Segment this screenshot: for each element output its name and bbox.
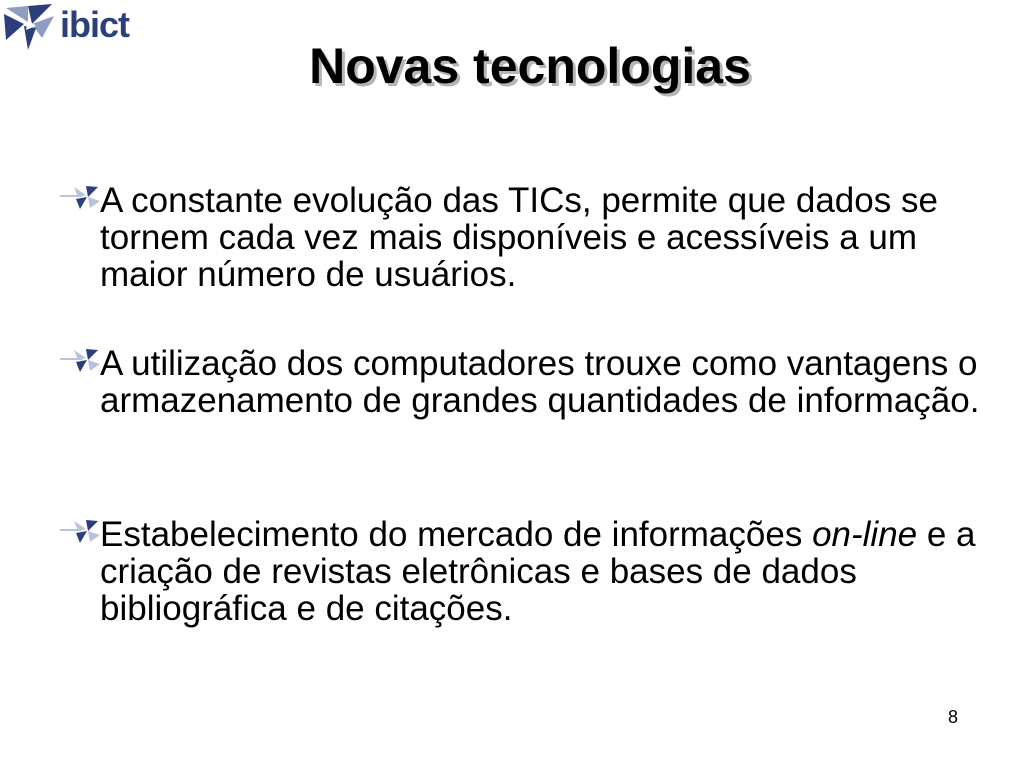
bullet-text: e a criação de revistas eletrônicas e bases de dados bibliográfica e de citações.: [100, 515, 976, 628]
star-bullet-icon: [60, 348, 100, 372]
slide-title: Novas tecnologias: [309, 38, 751, 94]
star-bullet-icon: [60, 519, 100, 543]
bullet-item: [100, 345, 1000, 419]
bullet-lead: A: [100, 181, 122, 220]
bullet-lead: A: [100, 344, 122, 383]
page-number: 8: [948, 707, 959, 727]
bullet-italic-text: on-line: [812, 515, 918, 554]
bullet-item: [100, 182, 1000, 293]
logo-text: ibict: [60, 4, 130, 45]
star-bullet-icon: [60, 185, 100, 209]
bullet-item: [100, 516, 1000, 627]
bullet-lead: Estabelecimento do mercado de informações: [100, 515, 813, 554]
bullet-text: constante evolução das TICs, permite que dados se tornem cada vez mais disponíveis e acessíveis a um maior número de usuários.: [100, 181, 938, 294]
bullet-text: utilização dos computadores trouxe como vantagens o armazenamento de grandes quantidades de informação.: [100, 344, 980, 420]
